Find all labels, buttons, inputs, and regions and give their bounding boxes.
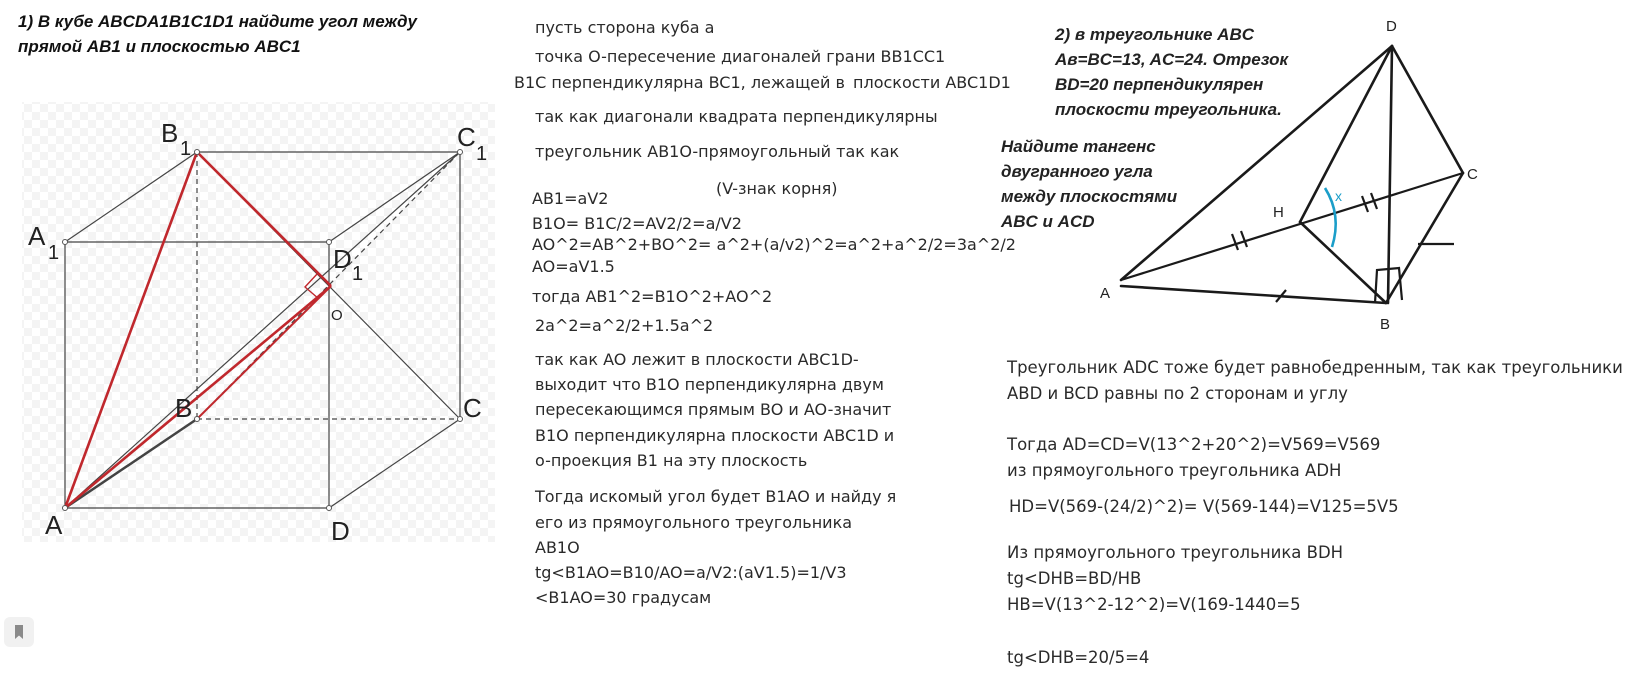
sol1-line: пусть сторона куба a: [535, 18, 715, 37]
label-d1: D: [333, 244, 352, 274]
sol1-line: tg<B1AO=B10/AO=a/V2:(aV1.5)=1/V3: [535, 563, 847, 582]
sol1-line: треугольник AB1O-прямоугольный так как: [535, 142, 900, 161]
tetra-edges: [1121, 46, 1463, 303]
sol1-line: выходит что B1O перпендикулярна двум: [535, 375, 884, 394]
problem2-question-line: Найдите тангенс: [1001, 137, 1156, 156]
edge-ab: [1121, 286, 1386, 303]
edge-db: [1388, 46, 1392, 303]
sol1-line: AO^2=AB^2+BO^2= a^2+(a/v2)^2=a^2+a^2/2=3a^2/2: [532, 235, 1016, 254]
sol2-line: tg<DHB=20/5=4: [1007, 648, 1150, 667]
label-b1-sub: 1: [180, 138, 192, 160]
label-c1-sub: 1: [476, 143, 488, 165]
sol1-line: o-проекция B1 на эту плоскость: [535, 451, 808, 470]
edge-ac: [1121, 173, 1463, 280]
tick-marks: [1232, 193, 1454, 302]
label-a: A: [45, 510, 63, 540]
sol1-line: B1O перпендикулярна плоскости ABC1D и: [535, 426, 895, 445]
problem2-line: 2) в треугольнике ABC: [1055, 25, 1254, 44]
sol1-line: AO=aV1.5: [532, 257, 615, 276]
sol1-line: 2a^2=a^2/2+1.5a^2: [535, 316, 714, 335]
label-o: O: [331, 307, 343, 324]
sol2-line: HD=V(569-(24/2)^2)= V(569-144)=V125=5V5: [1009, 497, 1399, 516]
label-b: B: [1380, 316, 1391, 333]
label-c1: C: [457, 122, 476, 152]
sol2-line: из прямоугольного треугольника ADH: [1007, 461, 1342, 480]
label-c: C: [463, 393, 482, 423]
sol1-line: AB1O: [535, 538, 580, 557]
problem2-line: BD=20 перпендикулярен: [1055, 75, 1264, 94]
problem2-question-line: ABC и ACD: [1001, 212, 1095, 231]
problem2-question-line: между плоскостями: [1001, 187, 1178, 206]
tetra-labels: [1100, 18, 1478, 333]
problem2-line: плоскости треугольника.: [1055, 100, 1282, 119]
edge-ad: [1121, 46, 1392, 280]
label-h: H: [1273, 204, 1284, 221]
bookmark-button[interactable]: [4, 617, 34, 647]
sol1-line: B1C перпендикулярна BC1, лежащей в: [514, 73, 845, 92]
problem2-question-line: двугранного угла: [1001, 162, 1153, 181]
label-x: x: [1335, 188, 1342, 204]
sol1-line: Тогда искомый угол будет B1AO и найду я: [535, 487, 897, 506]
edge-dc: [1392, 46, 1463, 173]
sol1-line: (V-знак корня): [716, 179, 838, 198]
sol1-line: так как AO лежит в плоскости ABC1D-: [535, 350, 859, 369]
sol1-line: AB1=aV2: [532, 189, 609, 208]
sol1-line: тогда AB1^2=B1O^2+AO^2: [532, 287, 773, 306]
sol1-line: B1O= B1C/2=AV2/2=a/V2: [532, 214, 742, 233]
problem1-title-line1: 1) В кубе ABCDA1B1C1D1 найдите угол между: [18, 12, 417, 31]
problem2-line: Aв=BC=13, AC=24. Отрезок: [1055, 50, 1289, 69]
label-d: D: [331, 516, 350, 546]
cube-figure: [0, 0, 520, 570]
sol2-line: Из прямоугольного треугольника BDH: [1007, 543, 1344, 562]
label-d: D: [1386, 18, 1397, 35]
sol1-line: его из прямоугольного треугольника: [535, 513, 853, 532]
label-a1: A: [28, 221, 46, 251]
segment-hb: [1300, 222, 1386, 303]
tetrahedron-figure: [1080, 0, 1500, 340]
sol1-line: так как диагонали квадрата перпендикулярны: [535, 107, 938, 126]
sol1-line: пересекающимся прямым BO и AO-значит: [535, 400, 892, 419]
label-b: B: [175, 393, 193, 423]
bookmark-icon: [4, 617, 34, 647]
sol1-line: точка O-пересечение диагоналей грани BB1CC1: [535, 47, 946, 66]
sol2-line: tg<DHB=BD/HB: [1007, 569, 1142, 588]
segment-dh: [1300, 46, 1392, 222]
label-c: C: [1467, 166, 1478, 183]
sol1-line: <B1AO=30 градусам: [535, 588, 712, 607]
problem1-title-line2: прямой AB1 и плоскостью ABC1: [18, 37, 301, 56]
sol2-line: HB=V(13^2-12^2)=V(169-1440=5: [1007, 595, 1301, 614]
sol2-line: Тогда AD=CD=V(13^2+20^2)=V569=V569: [1007, 435, 1381, 454]
sol2-line: Треугольник ADC тоже будет равнобедренным, так как треугольники: [1007, 358, 1623, 377]
figure-background: [22, 102, 495, 542]
label-b1: B: [161, 118, 179, 148]
sol1-line: плоскости ABC1D1: [853, 73, 1011, 92]
label-a1-sub: 1: [48, 242, 60, 264]
label-d1-sub: 1: [352, 263, 364, 285]
sol2-line: ABD и BCD равны по 2 сторонам и углу: [1007, 384, 1348, 403]
label-a: A: [1100, 285, 1111, 302]
